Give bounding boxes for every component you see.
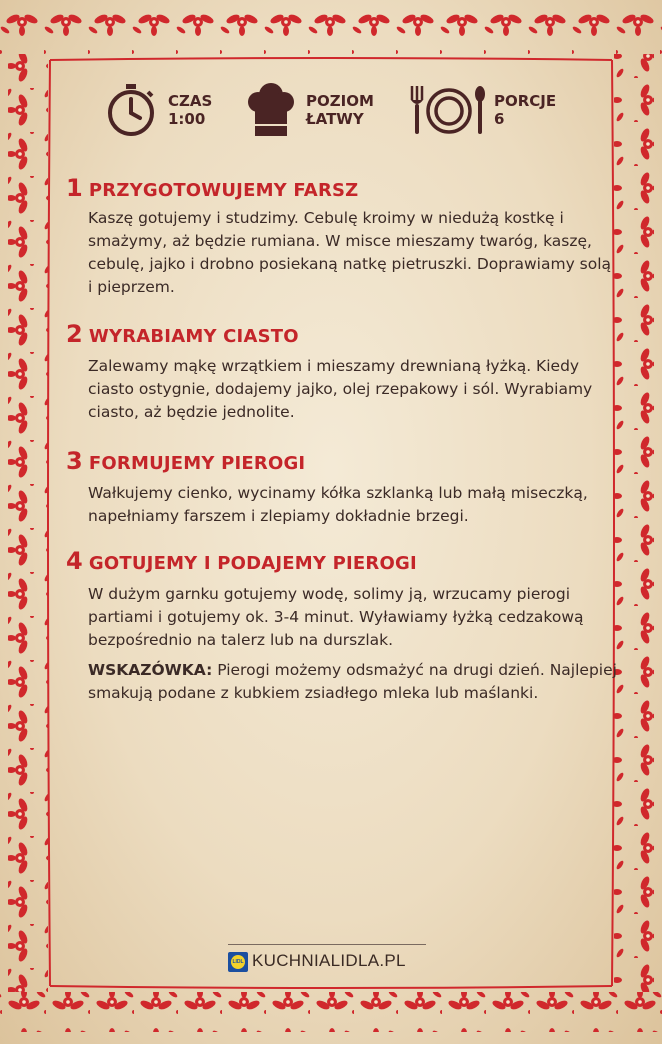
servings-label: PORCJE	[494, 92, 557, 110]
step-2-title	[66, 320, 299, 348]
step-3-title	[66, 447, 305, 475]
footer	[228, 944, 428, 974]
step-4-title	[66, 547, 417, 575]
recipe-info-row	[104, 82, 574, 142]
website-link[interactable]: KUCHNIALIDLA.PL	[252, 951, 406, 970]
step-3-text: Wałkujemy cienko, wycinamy kółka szklanką lub małą miseczką, napełniamy farszem i zlepiamy dokładnie brzegi.	[88, 484, 588, 525]
footer-divider	[228, 944, 426, 945]
step-2-text: Zalewamy mąkę wrzątkiem i mieszamy drewnianą łyżką. Kiedy ciasto ostygnie, dodajemy jajko, olej rzepakowy i sól. Wyrabiamy ciasto, aż będzie jednolite.	[88, 357, 593, 421]
step-heading: GOTUJEMY I PODAJEMY PIEROGI	[88, 553, 417, 574]
step-1-title	[66, 174, 358, 202]
difficulty-value: ŁATWY	[306, 110, 364, 128]
step-heading: WYRABIAMY CIASTO	[88, 326, 299, 347]
step-heading: PRZYGOTOWUJEMY FARSZ	[88, 180, 359, 201]
difficulty-info	[246, 82, 396, 142]
time-info	[104, 82, 224, 142]
tip-paragraph	[88, 659, 618, 705]
tip-label: WSKAZÓWKA:	[88, 661, 213, 679]
difficulty-label: POZIOM	[306, 92, 374, 110]
step-number: 1	[66, 174, 83, 202]
cutlery-plate-icon	[408, 82, 488, 138]
lidl-logo	[228, 952, 248, 972]
lidl-logo-mark: LIDL	[231, 955, 245, 969]
servings-info	[408, 82, 578, 142]
time-label: CZAS	[168, 92, 213, 110]
step-1-text: Kaszę gotujemy i studzimy. Cebulę kroimy w niedużą kostkę i smażymy, aż będzie rumiana. W misce mieszamy twaróg, kaszę, cebulę, jajko i drobno posiekaną natkę pietruszki. Doprawiamy solą i pieprzem.	[88, 209, 612, 296]
step-number: 2	[66, 320, 83, 348]
step-number: 4	[66, 547, 83, 575]
stopwatch-icon	[104, 82, 160, 138]
tip-text: Pierogi możemy odsmażyć na drugi dzień. Najlepiej smakują podane z kubkiem zsiadłego mleka lub maślanki.	[88, 661, 617, 702]
step-number: 3	[66, 447, 83, 475]
servings-value: 6	[494, 110, 505, 128]
chef-hat-icon	[246, 82, 296, 138]
step-heading: FORMUJEMY PIEROGI	[88, 453, 306, 474]
time-value: 1:00	[168, 110, 206, 128]
step-4-text: W dużym garnku gotujemy wodę, solimy ją, wrzucamy pierogi partiami i gotujemy ok. 3-4 minut. Wyławiamy łyżką cedzakową bezpośrednio na talerz lub na durszlak.	[88, 585, 584, 649]
